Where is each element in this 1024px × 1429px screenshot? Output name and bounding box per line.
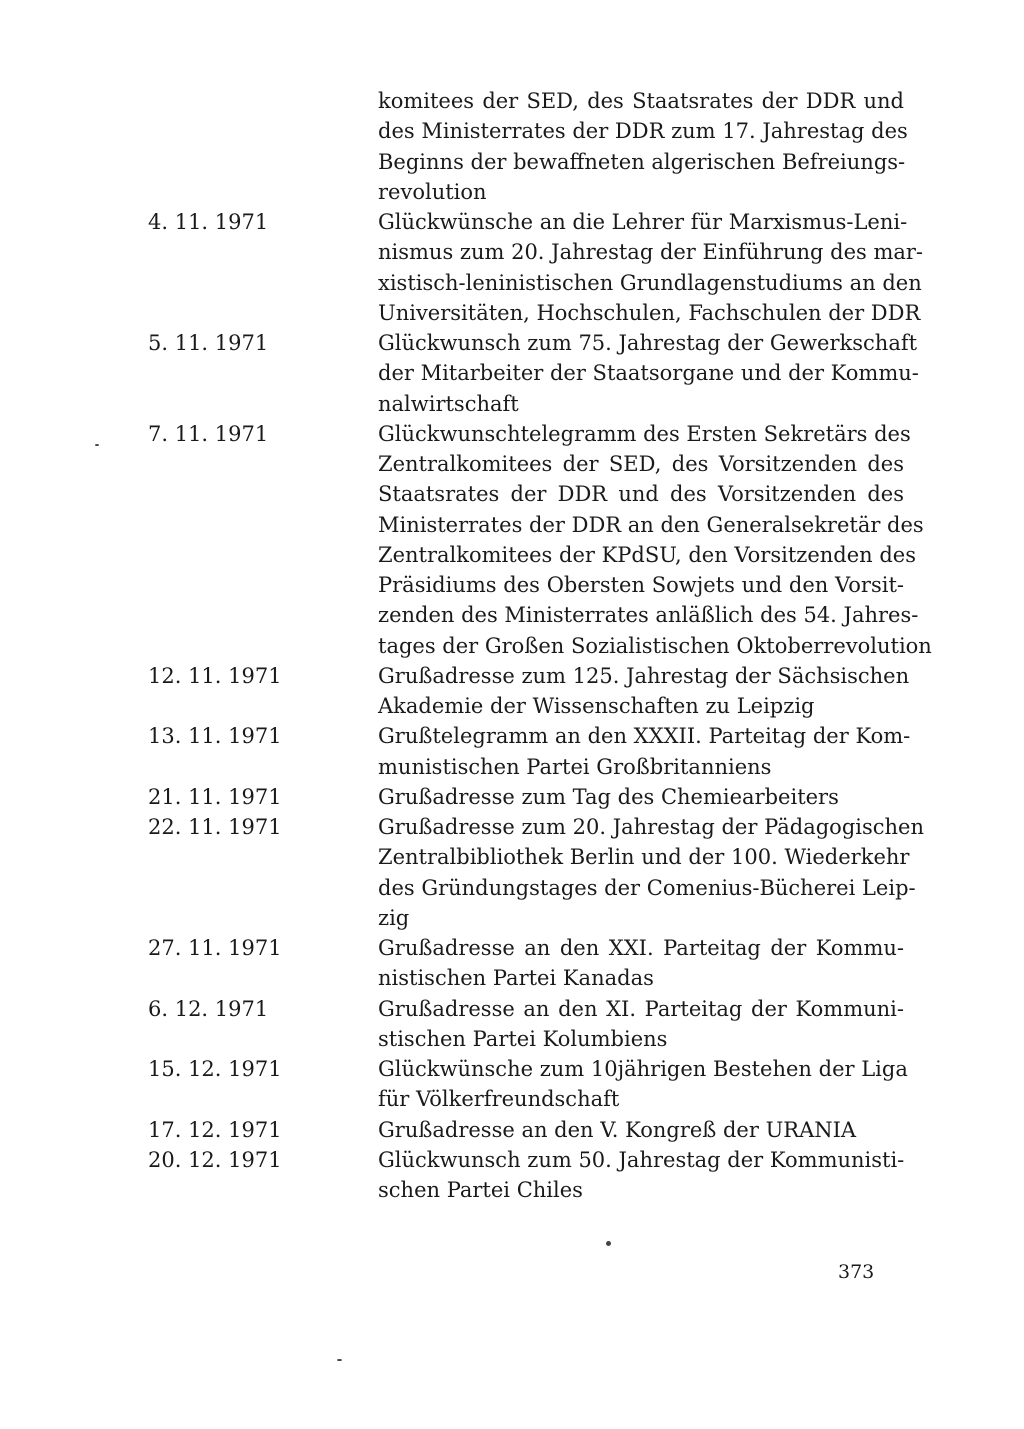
entry-text-line: Grußadresse zum 125. Jahrestag der Sächsischen: [378, 663, 910, 688]
entry-text-line: Zentralkomitees der KPdSU, den Vorsitzenden des: [378, 542, 917, 567]
entry-text-line: Ministerrates der DDR an den Generalsekretär des: [378, 512, 924, 537]
entry-date: 7. 11. 1971: [148, 421, 269, 446]
entry-text-line: nismus zum 20. Jahrestag der Einführung des mar-: [378, 240, 924, 265]
entry-text-line: Glückwunschtelegramm des Ersten Sekretärs des: [378, 421, 911, 446]
entry-text-line: Präsidiums des Obersten Sowjets und den Vorsit-: [378, 573, 904, 597]
entry-date: 13. 11. 1971: [148, 724, 282, 749]
entry-text-line: revolution: [378, 179, 487, 204]
entry-date: 15. 12. 1971: [148, 1057, 282, 1081]
entry-text-line: Akademie der Wissenschaften zu Leipzig: [378, 694, 815, 718]
page-number: 373: [838, 1261, 875, 1283]
entry-text-line: Grußadresse zum 20. Jahrestag der Pädagogischen: [378, 815, 924, 839]
entry-date: 6. 12. 1971: [148, 996, 269, 1021]
entry-text-line: stischen Partei Kolumbiens: [378, 1026, 668, 1051]
entry-date: 12. 11. 1971: [148, 663, 282, 688]
entry-text-line: Zentralbibliothek Berlin und der 100. Wiederkehr: [378, 845, 910, 870]
entry-text-line: munistischen Partei Großbritanniens: [378, 754, 772, 779]
entry-text-line: tages der Großen Sozialistischen Oktoberrevolution: [378, 633, 932, 658]
entry-text-line: Glückwunsch zum 50. Jahrestag der Kommunisti-: [378, 1147, 905, 1172]
entry-date: 4. 11. 1971: [148, 210, 269, 234]
entry-text-line: Grußtelegramm an den XXXII. Parteitag der Kom-: [378, 724, 911, 749]
entry-text-line: Staatsrates der DDR und des Vorsitzenden des: [378, 482, 904, 507]
entry-text-line: nistischen Partei Kanadas: [378, 966, 654, 991]
entry-text-line: zig: [378, 905, 410, 930]
entry-text-line: schen Partei Chiles: [378, 1178, 583, 1202]
entry-text-line: Grußadresse an den V. Kongreß der URANIA: [378, 1117, 857, 1142]
entry-text-line: des Gründungstages der Comenius-Bücherei Leip-: [378, 875, 916, 900]
entry-text-line: zenden des Ministerrates anläßlich des 54. Jahres-: [378, 603, 919, 628]
entry-text-line: der Mitarbeiter der Staatsorgane und der Kommu-: [378, 361, 919, 386]
entry-text-line: komitees der SED, des Staatsrates der DDR und: [378, 89, 904, 113]
entry-text-line: Universitäten, Hochschulen, Fachschulen der DDR: [378, 300, 921, 325]
entry-date: 20. 12. 1971: [148, 1147, 282, 1172]
entry-text-line: Grußadresse an den XI. Parteitag der Kommuni-: [378, 996, 904, 1021]
entry-text-line: Glückwünsche an die Lehrer für Marxismus-Leni-: [378, 210, 908, 234]
entry-text-line: für Völkerfreundschaft: [378, 1087, 620, 1112]
entry-date: 17. 12. 1971: [148, 1117, 282, 1142]
entry-text-line: xistisch-leninistischen Grundlagenstudiums an den: [378, 270, 922, 295]
entry-text-line: des Ministerrates der DDR zum 17. Jahrestag des: [378, 119, 908, 144]
entry-text-line: Grußadresse zum Tag des Chemiearbeiters: [378, 784, 839, 809]
entry-date: 27. 11. 1971: [148, 936, 282, 960]
entry-text-line: nalwirtschaft: [378, 391, 519, 416]
scan-speck: [337, 1359, 342, 1361]
scan-speck: [95, 444, 99, 446]
entry-text-line: Grußadresse an den XXI. Parteitag der Kommu-: [378, 936, 904, 960]
entry-text-line: Beginns der bewaffneten algerischen Befreiungs-: [378, 149, 906, 174]
scan-speck: [606, 1241, 611, 1246]
entry-text-line: Glückwünsche zum 10jährigen Bestehen der Liga: [378, 1057, 908, 1081]
entry-date: 5. 11. 1971: [148, 331, 269, 355]
entry-date: 22. 11. 1971: [148, 815, 282, 839]
entry-date: 21. 11. 1971: [148, 784, 282, 809]
entry-text-line: Glückwunsch zum 75. Jahrestag der Gewerkschaft: [378, 331, 918, 355]
entry-text-line: Zentralkomitees der SED, des Vorsitzenden des: [378, 452, 904, 476]
